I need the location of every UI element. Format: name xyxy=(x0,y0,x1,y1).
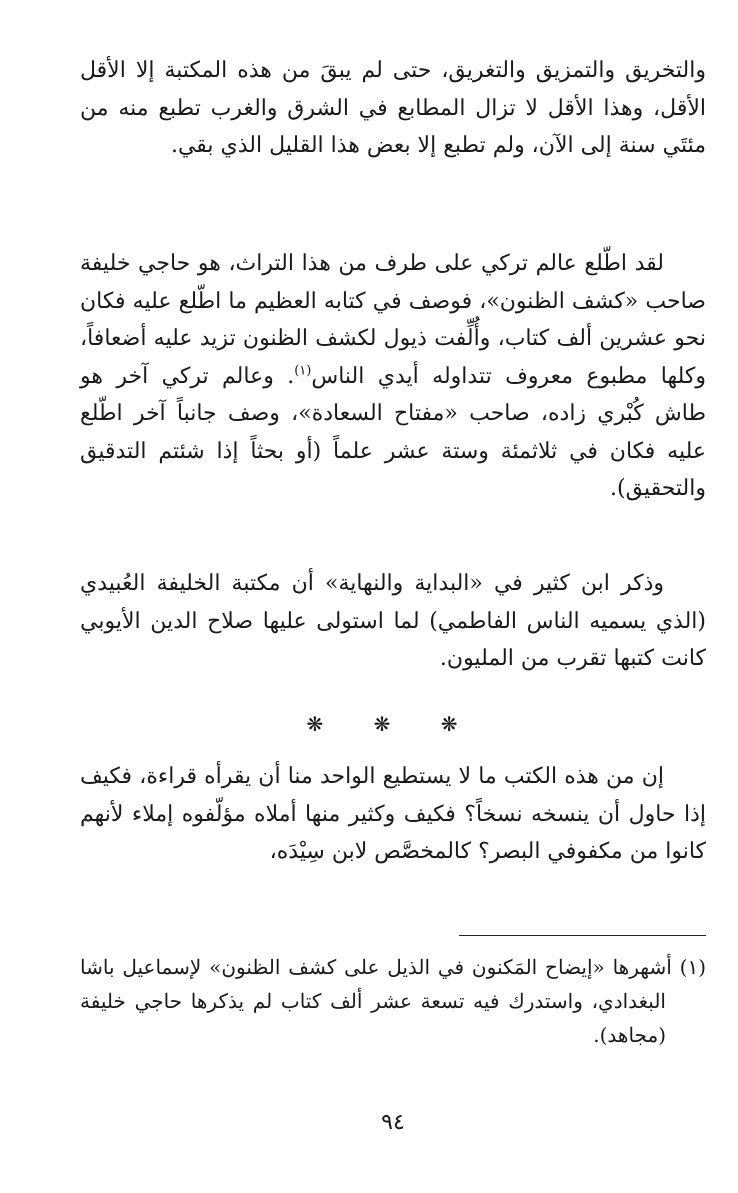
section-separator: ❋ ❋ ❋ xyxy=(306,712,480,736)
paragraph-1: والتخريق والتمزيق والتغريق، حتى لم يبقَ من هذه المكتبة إلا الأقل الأقل، وهذا الأقل لا تزال المطابع في الشرق والغرب تطبع منه من مئتَي سنة إلى الآن، ولم تطبع إلا بعض هذا القليل الذي بقي. xyxy=(80,58,706,158)
paragraph-4: إن من هذه الكتب ما لا يستطيع الواحد منا أن يقرأه قراءة، فكيف إذا حاول أن ينسخه نسخاً؟ فكيف وكثير منها أملاه مؤلّفوه إملاء لأنهم كانوا من مكفوفي البصر؟ كالمخصَّص لابن سِيْدَه، xyxy=(80,764,706,864)
paragraph-2-text-b: . وعالم تركي آخر هو طاش كُبْري زاده، صاحب «مفتاح السعادة»، وصف جانباً آخر اطّلع عليه فكان في ثلاثمئة وستة عشر علماً (أو بحثاً إذا شئتم التدقيق والتحقيق). xyxy=(80,363,706,501)
page-number: ٩٤ xyxy=(381,1110,405,1135)
book-page xyxy=(80,0,706,1193)
paragraph-2 xyxy=(80,245,706,508)
footnote-ref-1[interactable]: (١) xyxy=(294,363,312,379)
footnote-1: (١) أشهرها «إيضاح المَكنون في الذيل على كشف الظنون» لإسماعيل باشا البغدادي، واستدرك فيه تسعة عشر ألف كتاب لم يذكرها حاجي خليفة (مجاهد). xyxy=(80,955,706,1047)
paragraph-2-text-a: لقد اطّلع عالم تركي على طرف من هذا التراث، هو حاجي خليفة صاحب «كشف الظنون»، فوصف في كتابه العظيم ما اطّلع عليه فكان نحو عشرين ألف كتاب، وأُلِّفت ذيول لكشف الظنون تزيد عليه أضعافاً، وكلها مطبوع معروف تتداوله أيدي الناس xyxy=(80,251,706,389)
footnote-divider xyxy=(459,935,706,936)
paragraph-3: وذكر ابن كثير في «البداية والنهاية» أن مكتبة الخليفة العُبيدي (الذي يسميه الناس الفاطمي) لما استولى عليها صلاح الدين الأيوبي كانت كتبها تقرب من المليون. xyxy=(80,571,706,671)
